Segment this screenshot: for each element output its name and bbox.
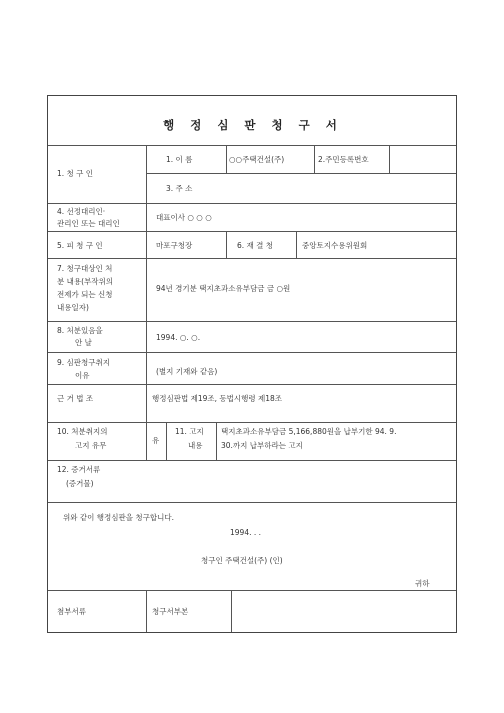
- respondent-value: 마포구청장: [156, 241, 193, 250]
- purpose-label-line2: 이유: [75, 371, 90, 380]
- divider: [48, 352, 456, 353]
- divider: [48, 460, 456, 461]
- legal-basis-value: 행정심판법 제19조, 동법시행령 제18조: [152, 394, 283, 403]
- name-label: 1. 이 름: [166, 155, 193, 164]
- disposition-label-line3: 전제가 되는 신청: [57, 290, 113, 299]
- disposition-label-line4: 내용일자): [57, 303, 89, 312]
- divider: [48, 145, 456, 146]
- claimant-signature: 청구인 주택건설(주) (인): [201, 556, 283, 565]
- addressee: 귀하: [415, 579, 430, 588]
- divider: [48, 502, 456, 503]
- respondent-label: 5. 피 청 구 인: [57, 241, 103, 250]
- divider: [48, 590, 456, 591]
- declaration-text: 위와 같이 행정심판을 청구합니다.: [63, 513, 174, 522]
- agent-label-line2: 관리인 또는 대리인: [57, 219, 120, 228]
- divider: [226, 145, 227, 173]
- divider: [48, 384, 456, 385]
- notice-presence-value: 유: [152, 436, 160, 445]
- known-date-value: 1994. ○. ○.: [156, 333, 201, 342]
- divider: [48, 321, 456, 322]
- divider: [146, 590, 147, 632]
- disposition-label-line2: 분 내용(부작위의: [57, 277, 114, 286]
- divider: [146, 145, 147, 460]
- divider: [314, 145, 315, 173]
- known-date-label-line1: 8. 처분있음을: [57, 326, 103, 335]
- divider: [231, 590, 232, 632]
- administrative-appeal-form: [47, 95, 457, 633]
- notice-content-line2: 30.까지 납부하라는 고지: [221, 441, 303, 450]
- notice-content-line1: 택지초과소유부담금 5,166,880원을 납부기한 94. 9.: [221, 427, 397, 436]
- disposition-label-line1: 7. 청구대상인 처: [57, 264, 113, 273]
- purpose-label-line1: 9. 심판청구취지: [57, 358, 111, 367]
- address-label: 3. 주 소: [166, 184, 193, 193]
- declaration-date: 1994. . .: [230, 528, 262, 537]
- agent-label-line1: 4. 선정대리인·: [57, 207, 106, 216]
- attachments-label: 첨부서류: [57, 607, 86, 616]
- divider: [166, 422, 167, 460]
- disposition-value: 94년 경기분 택지초과소유부담금 금 ○원: [156, 284, 291, 293]
- notice-presence-label-line1: 10. 처분취지의: [57, 427, 108, 436]
- claimant-label: 1. 청 구 인: [57, 169, 94, 178]
- legal-basis-label: 근 거 법 조: [57, 394, 94, 403]
- purpose-value: (별지 기재와 같음): [156, 367, 218, 376]
- ruling-agency-value: 중앙토지수용위원회: [302, 241, 368, 250]
- divider: [48, 258, 456, 259]
- divider: [226, 231, 227, 258]
- divider: [216, 422, 217, 460]
- notice-content-label-line1: 11. 고지: [175, 427, 204, 436]
- agent-value: 대표이사 ○ ○ ○: [156, 213, 212, 222]
- known-date-label-line2: 안 날: [75, 338, 92, 347]
- divider: [48, 231, 456, 232]
- divider: [389, 145, 390, 173]
- evidence-label-line1: 12. 증거서류: [57, 465, 101, 474]
- id-number-label: 2.주민등록번호: [318, 155, 369, 164]
- ruling-agency-label: 6. 재 결 청: [237, 241, 274, 250]
- divider: [146, 173, 456, 174]
- notice-content-label-line2: 내용: [188, 441, 203, 450]
- name-value: ○○주택건설(주): [229, 155, 285, 164]
- notice-presence-label-line2: 고지 유무: [75, 441, 107, 450]
- divider: [48, 422, 456, 423]
- divider: [296, 231, 297, 258]
- evidence-label-line2: (증거물): [66, 479, 94, 488]
- attachments-value: 청구서부본: [152, 607, 189, 616]
- divider: [48, 203, 456, 204]
- form-title: 행 정 심 판 청 구 서: [163, 118, 343, 132]
